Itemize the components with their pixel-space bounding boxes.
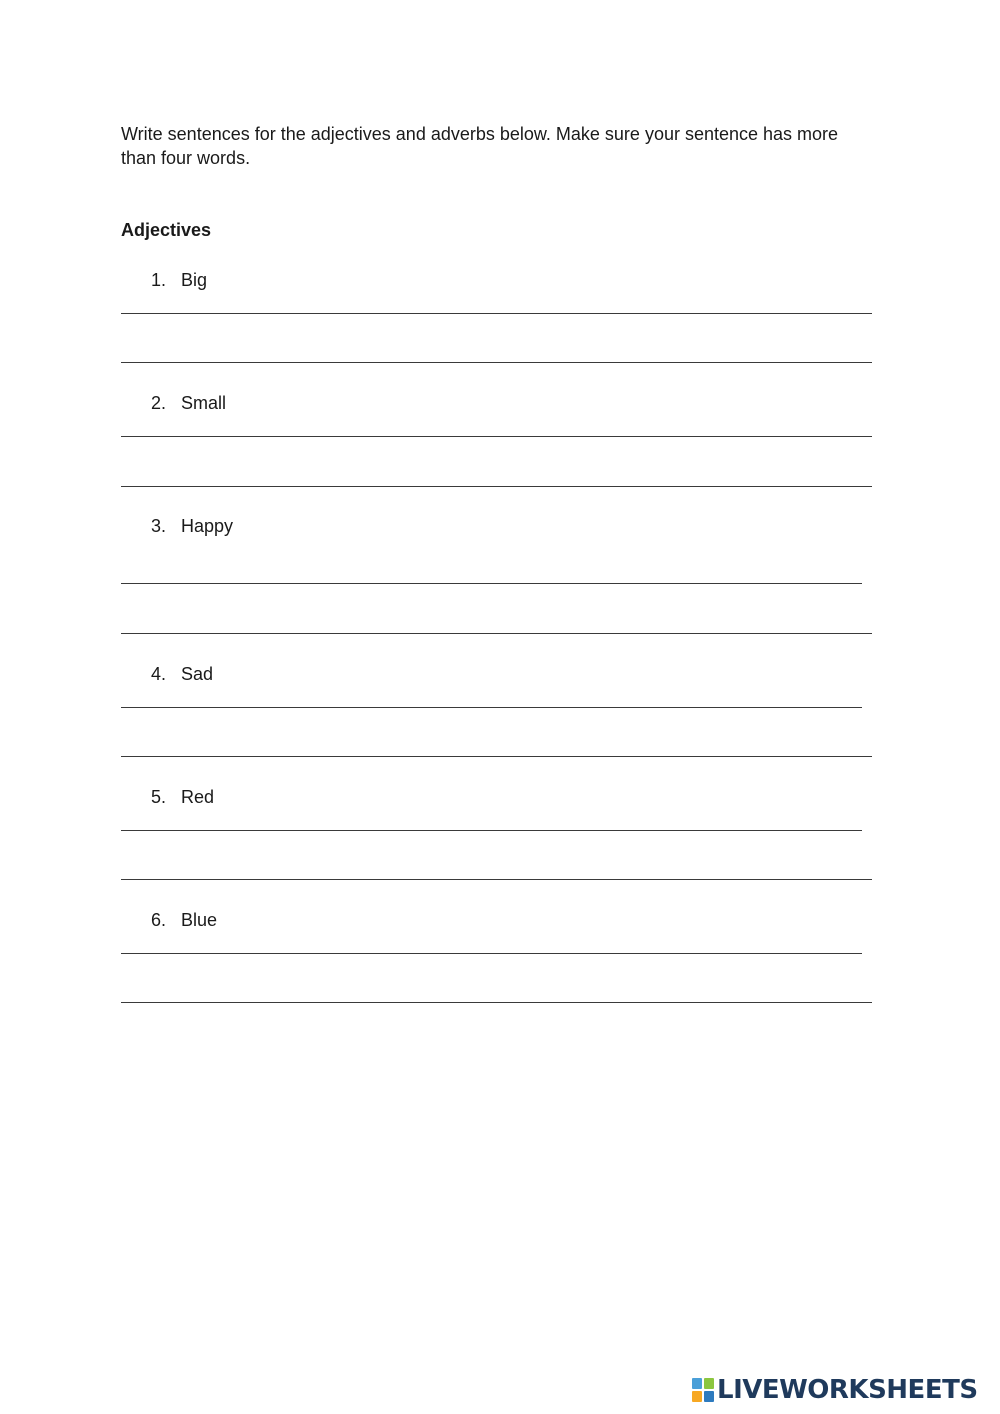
answer-line[interactable] [121,313,872,314]
answer-line[interactable] [121,362,872,363]
list-item [151,392,226,414]
item-word: Sad [181,664,214,684]
section-heading-adjectives: Adjectives [121,220,212,240]
list-item [151,786,214,808]
liveworksheets-logo [692,1374,978,1406]
answer-line[interactable] [121,1002,872,1003]
answer-line[interactable] [121,879,872,880]
item-number: 1. [151,270,167,290]
list-item [151,663,213,685]
item-word: Blue [181,910,218,930]
list-item [151,909,217,931]
item-word: Red [181,787,215,807]
answer-line[interactable] [121,756,872,757]
item-number: 2. [151,393,167,413]
item-number: 3. [151,516,167,536]
logo-text: LIVEWORKSHEETS [717,1375,978,1405]
answer-line[interactable] [121,633,872,634]
item-number: 5. [151,787,167,807]
item-word: Happy [181,516,234,536]
instructions-text: Write sentences for the adjectives and adverbs below. Make sure your sentence has more than four words. [121,124,839,168]
item-number: 6. [151,910,167,930]
item-number: 4. [151,664,167,684]
logo-mark-icon [692,1378,714,1402]
item-word: Big [181,270,208,290]
answer-line[interactable] [121,436,872,437]
answer-line[interactable] [121,707,862,708]
list-item [151,515,233,537]
item-word: Small [181,393,227,413]
answer-line[interactable] [121,486,872,487]
answer-line[interactable] [121,583,862,584]
answer-line[interactable] [121,830,862,831]
list-item [151,269,207,291]
answer-line[interactable] [121,953,862,954]
